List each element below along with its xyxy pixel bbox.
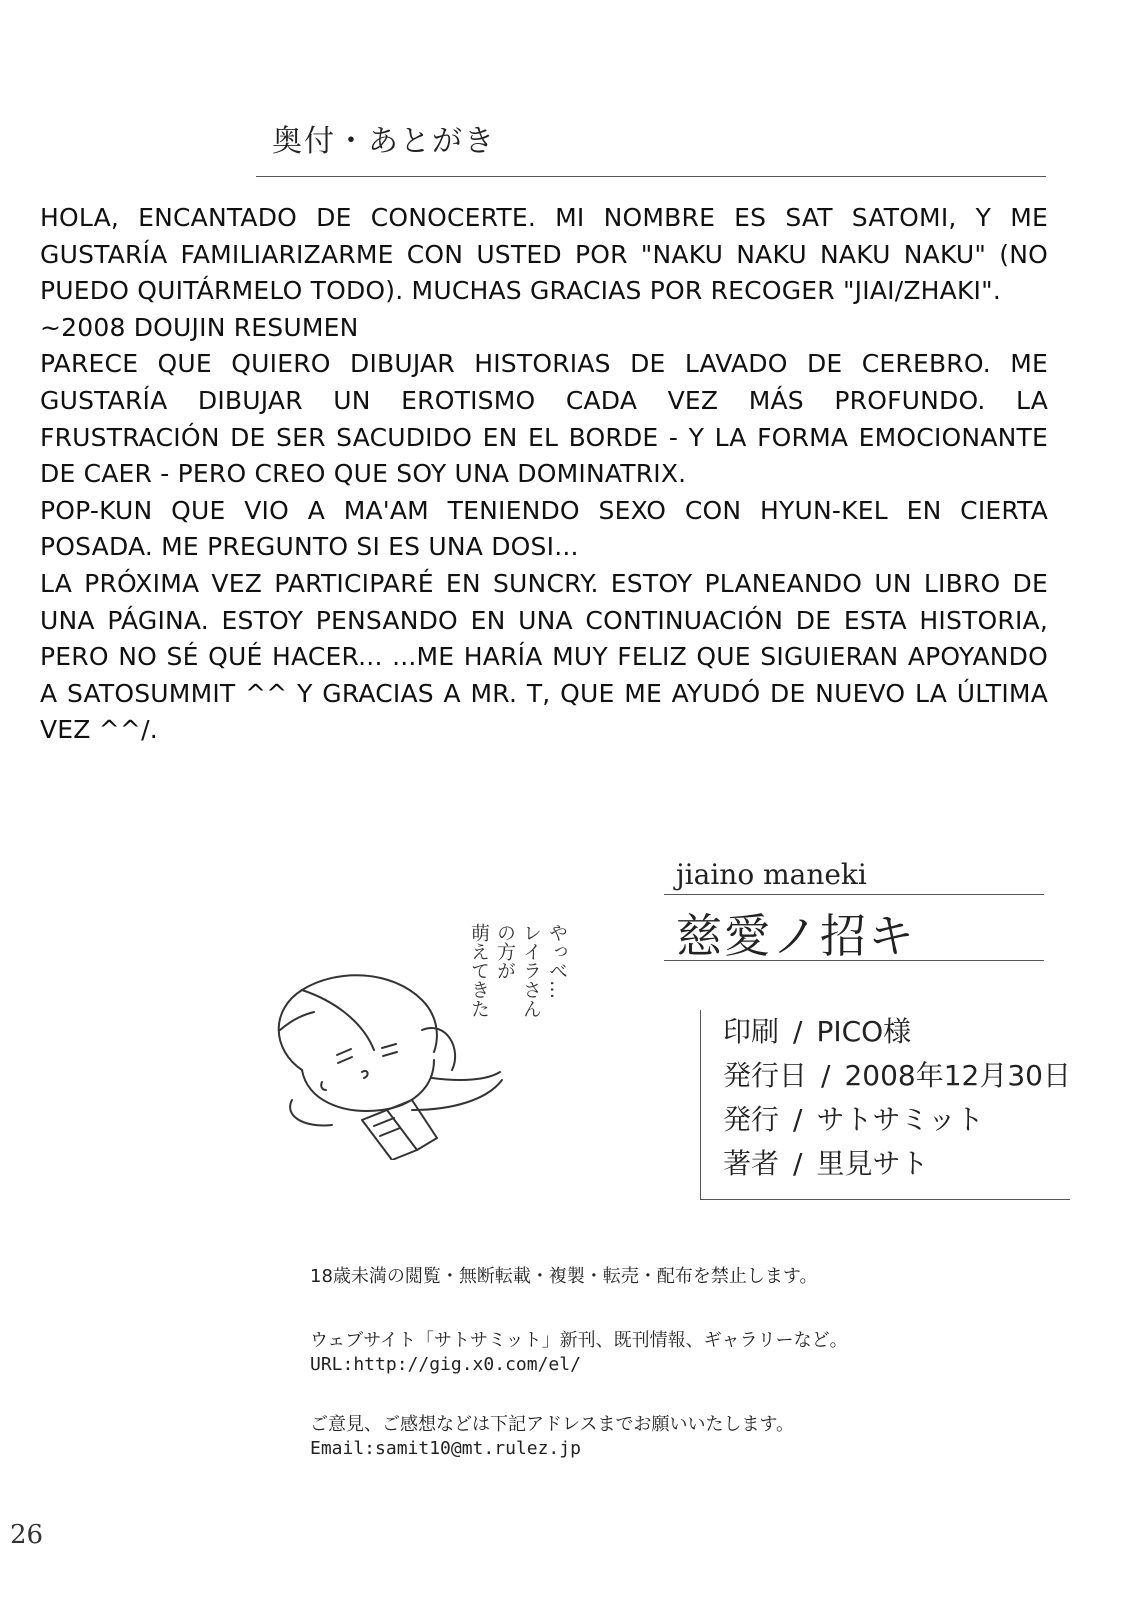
website-info: ウェブサイト「サトサミット」新刊、既刊情報、ギャラリーなど。 [310,1330,848,1351]
page-number: 26 [10,1520,44,1550]
paragraph-greeting: HOLA, ENCANTADO DE CONOCERTE. MI NOMBRE ES SAT SATOMI, Y ME GUSTARÍA FAMILIARIZARME CON USTED POR "NAKU NAKU NAKU NAKU" (NO PUEDO QUITÁRMELO TODO). MUCHAS GRACIAS POR RECOGER "JIAI/ZHAKI". [40,203,1048,306]
colophon-label: 著者 [723,1147,780,1180]
section-title: 奥付・あとがき [272,124,496,159]
book-romaji-title: jiaino maneki [676,858,867,891]
paragraph-pop-kun: POP-KUN QUE VIO A MA'AM TENIENDO SEXO CON HYUN-KEL EN CIERTA POSADA. ME PREGUNTO SI ES UNA DOSI... [40,495,1048,562]
colophon-label: 印刷 [723,1015,780,1048]
chibi-reading-illustration [262,960,512,1160]
colophon-label: 発行日 [723,1059,808,1092]
colophon-row: 発行日 / 2008年12月30日 [723,1059,1071,1092]
colophon-value: サトサミット [816,1103,984,1136]
header-divider [256,176,1046,177]
title-divider-bottom [664,960,1044,961]
colophon-row: 発行 / サトサミット [723,1103,984,1136]
paragraph-brainwashing: PARECE QUE QUIERO DIBUJAR HISTORIAS DE LAVADO DE CEREBRO. ME GUSTARÍA DIBUJAR UN EROTISMO CADA VEZ MÁS PROFUNDO. LA FRUSTRACIÓN DE SER SACUDIDO EN EL BORDE - Y LA FORMA EMOCIONANTE DE CAER - PERO CREO QUE SOY UNA DOMINATRIX. [40,349,1048,489]
paragraph-next-time: LA PRÓXIMA VEZ PARTICIPARÉ EN SUNCRY. ESTOY PLANEANDO UN LIBRO DE UNA PÁGINA. ESTOY PENSANDO EN UNA CONTINUACIÓN DE ESTA HISTORIA, PERO NO SÉ QUÉ HACER... ...ME HARÍA MUY FELIZ QUE SIGUIERAN APOYANDO A SATOSUMMIT ^^ Y GRACIAS A MR. T, QUE ME AYUDÓ DE NUEVO LA ÚLTIMA VEZ ^^/. [40,568,1048,745]
afterword-text [40,200,1048,749]
colophon-value: 2008年12月30日 [844,1059,1071,1092]
colophon-label: 発行 [723,1103,780,1136]
feedback-request: ご意見、ご感想などは下記アドレスまでお願いいたします。 [310,1414,795,1435]
age-warning: 18歳未満の閲覧・無断転載・複製・転売・配布を禁止します。 [310,1266,818,1287]
colophon-row: 著者 / 里見サト [723,1147,929,1180]
title-divider-top [664,894,1044,895]
speech-line-1: やっべ… [546,923,568,999]
paragraph-summary-heading: ~2008 DOUJIN RESUMEN [40,312,359,342]
speech-line-3: の方が [494,923,516,980]
speech-line-2: レイラさん [520,923,542,1018]
colophon-value: PICO様 [816,1015,912,1048]
speech-line-4: 萌えてきた [468,923,490,1018]
colophon-box [700,1010,1070,1200]
colophon-row: 印刷 / PICO様 [723,1015,912,1048]
book-title: 慈愛ノ招キ [676,909,916,963]
contact-email[interactable]: Email:samit10@mt.rulez.jp [310,1438,581,1459]
colophon-value: 里見サト [816,1147,929,1180]
website-url[interactable]: URL:http://gig.x0.com/el/ [310,1354,581,1375]
